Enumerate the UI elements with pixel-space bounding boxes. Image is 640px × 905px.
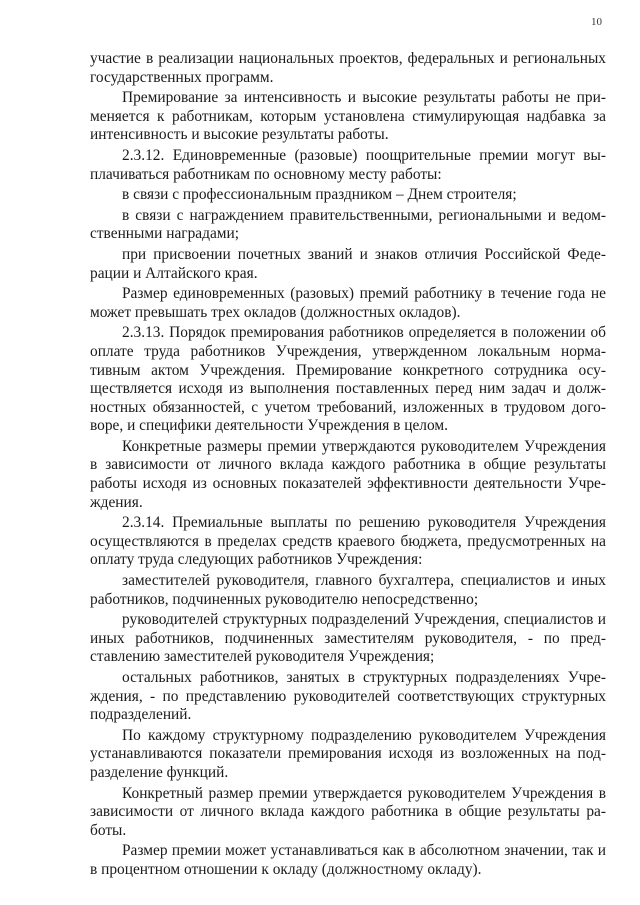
paragraph-4: в связи с профессиональным праздником – Днем строителя;: [122, 186, 517, 204]
paragraph-11: заместителей руководителя, главного бухгалтера, специалистов и иных работников, подчиненных руководителю непосредственно;: [90, 572, 606, 608]
paragraph-5: в связи с награждением правительственными, региональными и ведомственными наградами;: [90, 206, 606, 243]
paragraph-12: руководителей структурных подразделений Учреждения, специалистов и иных работников, подчиненных заместителям руководителя, - по представлению заместителей руководителя Учреждения;: [90, 611, 606, 666]
paragraph-16: Размер премии может устанавливаться как в абсолютном значении, так и в процентном отношении к окладу (должностному окладу).: [90, 842, 606, 878]
paragraph-13: остальных работников, занятых в структурных подразделениях Учреждения, - по представлению руководителей соответствующих структурных подразделений.: [90, 669, 606, 724]
paragraph-7: Размер единовременных (разовых) премий работнику в течение года не может превышать трех окладов (должностных окладов).: [90, 285, 606, 321]
paragraph-8: 2.3.13. Порядок премирования работников определяется в положении об оплате труда работников Учреждения, утвержденном локальным нормативным актом Учреждения. Премирование конкретного сотрудника осуществляется исходя из выполнения поставленных перед ним задач и должностных обязанностей, с учетом требований, изложенных в трудовом договоре, и специфики деятельности Учреждения в целом.: [90, 324, 606, 435]
document-body: [90, 50, 606, 882]
paragraph-9: Конкретные размеры премии утверждаются руководителем Учреждения в зависимости от личного вклада каждого работника в общие результаты работы исходя из основных показателей эффективности деятельности Учреждения.: [90, 437, 606, 511]
paragraph-2: Премирование за интенсивность и высокие результаты работы не применяется к работникам, которым установлена стимулирующая надбавка за интенсивность и высокие результаты работы.: [90, 89, 606, 144]
paragraph-15: Конкретный размер премии утверждается руководителем Учреждения в зависимости от личного вклада каждого работника в общие результаты работы.: [90, 784, 606, 839]
paragraph-3: 2.3.12. Единовременные (разовые) поощрительные премии могут выплачиваться работникам по основному месту работы:: [90, 146, 606, 183]
paragraph-10: 2.3.14. Премиальные выплаты по решению руководителя Учреждения осуществляются в пределах средств краевого бюджета, предусмотренных на оплату труда следующих работников Учреждения:: [90, 514, 606, 569]
paragraph-6: при присвоении почетных званий и знаков отличия Российской Федерации и Алтайского края.: [90, 245, 606, 282]
page-number: 10: [591, 16, 602, 28]
paragraph-14: По каждому структурному подразделению руководителем Учреждения устанавливаются показатели премирования исходя из возложенных на подразделение функций.: [90, 726, 606, 781]
paragraph-1: участие в реализации национальных проектов, федеральных и региональных государственных программ.: [90, 50, 606, 86]
